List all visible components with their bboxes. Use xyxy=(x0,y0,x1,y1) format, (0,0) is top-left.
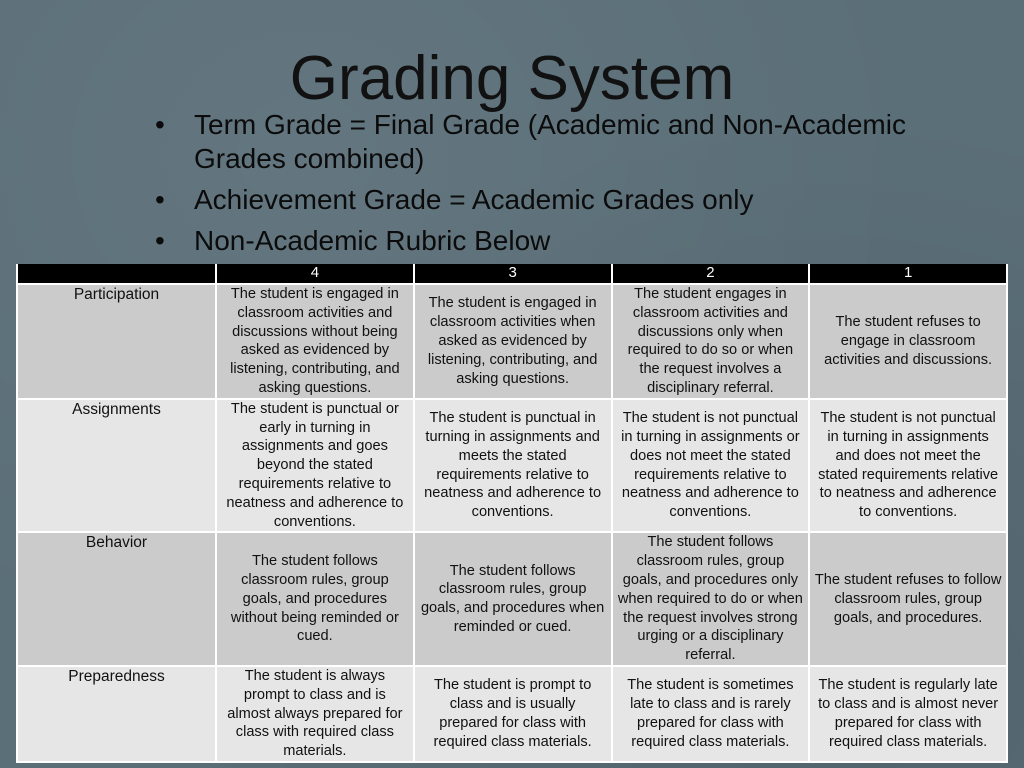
table-cell: The student engages in classroom activities and discussions only when required to do so or when the request involves a disciplinary referral. xyxy=(612,284,810,399)
table-cell: The student is sometimes late to class and is rarely prepared for class with required class materials. xyxy=(612,666,810,762)
row-category: Assignments xyxy=(17,399,216,533)
table-cell: The student refuses to follow classroom rules, group goals, and procedures. xyxy=(809,532,1007,666)
bullet-icon: • xyxy=(155,184,165,215)
table-cell: The student follows classroom rules, group goals, and procedures without being reminded or cued. xyxy=(216,532,414,666)
table-cell: The student is punctual in turning in assignments and meets the stated requirements relative to neatness and adherence to conventions. xyxy=(414,399,612,533)
row-category: Behavior xyxy=(17,532,216,666)
bullet-icon: • xyxy=(155,109,165,140)
table-cell: The student is not punctual in turning in assignments and does not meet the stated requirements relative to neatness and adherence to conventions. xyxy=(809,399,1007,533)
bullet-icon: • xyxy=(155,225,165,256)
header-blank xyxy=(17,264,216,284)
rubric-table xyxy=(16,264,1008,763)
header-score-3: 3 xyxy=(414,264,612,284)
table-cell: The student is punctual or early in turning in assignments and goes beyond the stated requirements relative to neatness and adherence to conventions. xyxy=(216,399,414,533)
table-cell: The student is prompt to class and is usually prepared for class with required class materials. xyxy=(414,666,612,762)
table-cell: The student is always prompt to class and is almost always prepared for class with required class materials. xyxy=(216,666,414,762)
table-header-row xyxy=(17,264,1007,284)
table-cell: The student refuses to engage in classroom activities and discussions. xyxy=(809,284,1007,399)
table-cell: The student is regularly late to class and is almost never prepared for class with required class materials. xyxy=(809,666,1007,762)
table-cell: The student is engaged in classroom activities when asked as evidenced by listening, contributing, and asking questions. xyxy=(414,284,612,399)
table-cell: The student is not punctual in turning in assignments or does not meet the stated requirements relative to neatness and adherence to conventions. xyxy=(612,399,810,533)
row-category: Participation xyxy=(17,284,216,399)
table-cell: The student follows classroom rules, group goals, and procedures only when required to do or when the request involves strong urging or a disciplinary referral. xyxy=(612,532,810,666)
header-score-1: 1 xyxy=(809,264,1007,284)
row-category: Preparedness xyxy=(17,666,216,762)
bullet-list xyxy=(155,108,955,265)
page-title: Grading System xyxy=(289,44,735,113)
table-row xyxy=(17,532,1007,666)
bullet-item xyxy=(155,183,955,217)
table-row xyxy=(17,666,1007,762)
bullet-text: Non-Academic Rubric Below xyxy=(194,225,551,256)
bullet-item xyxy=(155,224,955,258)
table-cell: The student follows classroom rules, group goals, and procedures when reminded or cued. xyxy=(414,532,612,666)
bullet-item xyxy=(155,108,955,176)
table-row xyxy=(17,399,1007,533)
header-score-4: 4 xyxy=(216,264,414,284)
bullet-text: Term Grade = Final Grade (Academic and Non-Academic Grades combined) xyxy=(194,109,906,174)
table-cell: The student is engaged in classroom activities and discussions without being asked as evidenced by listening, contributing, and asking questions. xyxy=(216,284,414,399)
table-row xyxy=(17,284,1007,399)
header-score-2: 2 xyxy=(612,264,810,284)
bullet-text: Achievement Grade = Academic Grades only xyxy=(194,184,754,215)
